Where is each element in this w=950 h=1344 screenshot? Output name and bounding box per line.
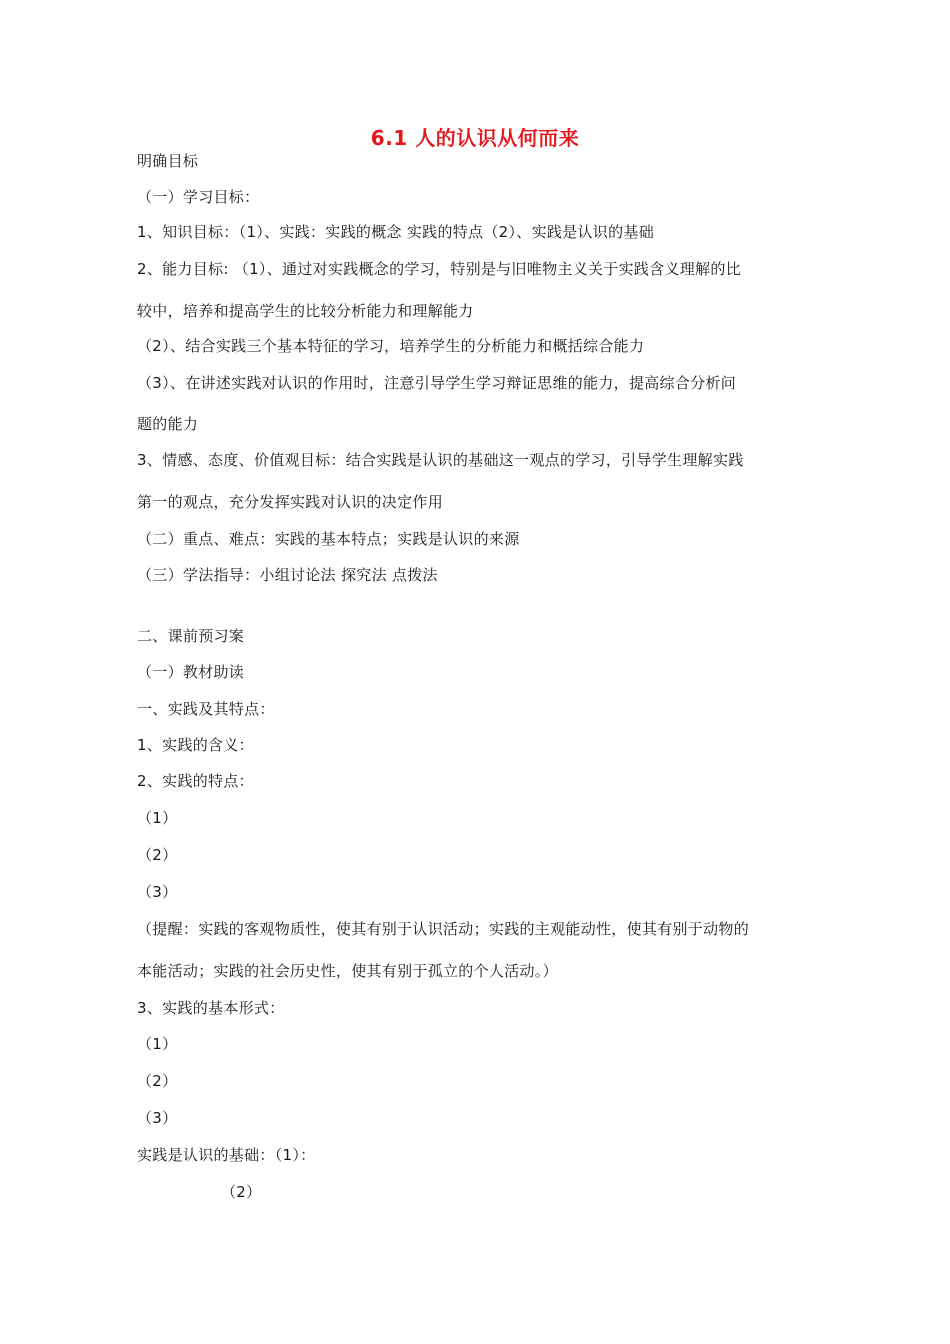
section-heading-preview: 二、课前预习案 [137, 627, 245, 645]
form-item-3: （3） [137, 1109, 178, 1127]
feature-item-3: （3） [137, 883, 178, 901]
subsection-learning-goals: （一）学习目标： [137, 188, 260, 206]
ability-goal-line-2: 较中，培养和提高学生的比较分析能力和理解能力 [137, 302, 474, 320]
subsection-textbook-reading: （一）教材助读 [137, 663, 245, 681]
reminder-line-1: （提醒：实践的客观物质性，使其有别于认识活动；实践的主观能动性，使其有别于动物的 [137, 920, 750, 938]
document-title: 6.1 人的认识从何而来 [370, 126, 580, 150]
reminder-line-2: 本能活动；实践的社会历史性，使其有别于孤立的个人活动。） [137, 962, 558, 980]
feature-item-1: （1） [137, 809, 178, 827]
section-heading-goals: 明确目标 [137, 152, 199, 170]
ability-goal-3-line-1: （3）、在讲述实践对认识的作用时，注意引导学生学习辩证思维的能力，提高综合分析问 [137, 374, 737, 392]
study-method: （三）学法指导：小组讨论法 探究法 点拨法 [137, 566, 438, 584]
practice-foundation: 实践是认识的基础：（1）： [137, 1146, 316, 1164]
emotion-goal-line-1: 3、情感、态度、价值观目标：结合实践是认识的基础这一观点的学习，引导学生理解实践 [137, 451, 744, 469]
ability-goal-line-1: 2、能力目标: （1）、通过对实践概念的学习，特别是与旧唯物主义关于实践含义理解的比 [137, 260, 742, 278]
ability-goal-3-line-2: 题的能力 [137, 415, 199, 433]
form-item-2: （2） [137, 1072, 178, 1090]
practice-meaning: 1、实践的含义： [137, 736, 254, 754]
practice-forms: 3、实践的基本形式： [137, 999, 285, 1017]
key-points: （二）重点、难点：实践的基本特点；实践是认识的来源 [137, 530, 520, 548]
foundation-item-2: （2） [221, 1183, 262, 1201]
form-item-1: （1） [137, 1035, 178, 1053]
ability-goal-2: （2）、结合实践三个基本特征的学习，培养学生的分析能力和概括综合能力 [137, 337, 645, 355]
knowledge-goal: 1、知识目标：（1）、实践：实践的概念 实践的特点（2）、实践是认识的基础 [137, 223, 655, 241]
emotion-goal-line-2: 第一的观点，充分发挥实践对认识的决定作用 [137, 493, 444, 511]
feature-item-2: （2） [137, 846, 178, 864]
practice-features: 2、实践的特点： [137, 772, 254, 790]
practice-heading: 一、实践及其特点： [137, 700, 275, 718]
